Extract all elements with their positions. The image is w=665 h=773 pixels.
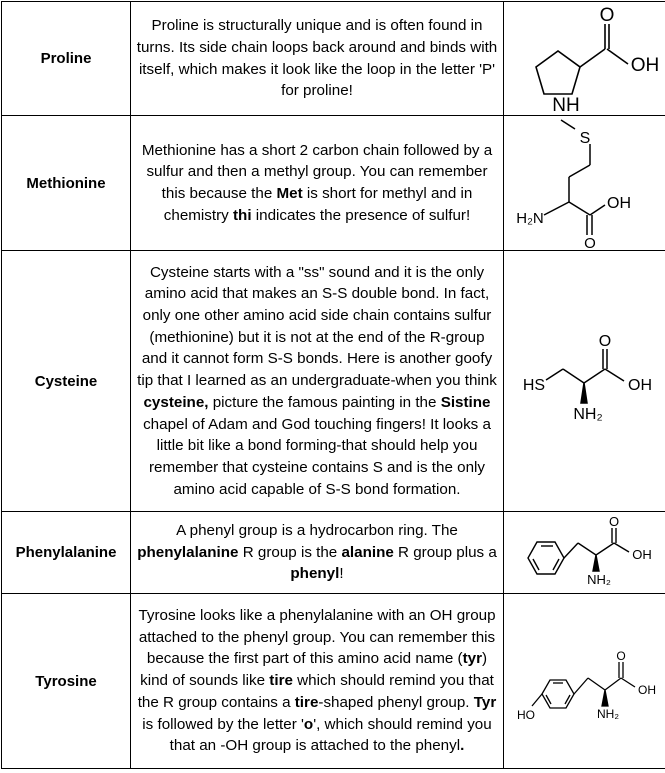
hydroxyl-label: OH: [638, 683, 656, 697]
amine-label: H₂N: [516, 210, 544, 227]
tyrosine-structure-icon: [504, 594, 665, 769]
amino-acid-name: Proline: [2, 2, 131, 116]
amino-acid-name: Methionine: [2, 116, 131, 251]
oxygen-label: O: [608, 513, 620, 529]
text-run: A phenyl group is a hydrocarbon ring. The: [176, 521, 458, 539]
text-run: Cysteine starts with a "ss" sound and it is the only amino acid that makes an S-S double bond. In fact, only one other amino acid side chain contains sulfur (methionine) but it is not at the end of the R-group and it cannot form S-S bonds. Here is another goofy tip that I learned as an undergraduate-when you think: [137, 263, 497, 390]
amino-acid-description: [131, 251, 504, 512]
oxygen-label: O: [584, 235, 596, 249]
amino-acid-description: [131, 594, 504, 769]
hydroxyl-label: OH: [607, 195, 631, 212]
bold-text: cysteine,: [143, 393, 209, 411]
text-run: is short for methyl and in chemistry: [163, 185, 473, 224]
proline-structure-icon: [504, 2, 665, 116]
hydroxyl-label: OH: [628, 377, 652, 394]
bold-text: .: [460, 737, 465, 755]
oxygen-label: O: [616, 649, 626, 663]
amine-label: NH₂: [597, 707, 619, 721]
oxygen-label: O: [599, 4, 615, 26]
amino-acid-description: [131, 116, 504, 251]
text-run: indicates the presence of sulfur!: [251, 206, 471, 224]
text-run: Proline is structurally unique and is often found in turns. Its side chain loops back around and binds with itself, which makes it look like the loop in the letter 'P' for proline!: [136, 17, 498, 100]
methionine-structure-icon: [504, 116, 665, 251]
amino-acid-description: [131, 2, 504, 116]
amino-acid-description: [131, 512, 504, 594]
text-run: picture the famous painting in the: [208, 393, 441, 411]
table-row: [2, 251, 665, 512]
text-run: is followed by the letter ': [142, 715, 304, 733]
text-run: R group plus a: [393, 543, 497, 561]
text-run: which should remind you that the R group contains a: [137, 672, 494, 711]
thiol-label: HS: [522, 377, 546, 394]
hydroxyl-label: HO: [517, 708, 535, 722]
bold-text: Tyr: [473, 693, 497, 711]
amine-label: NH₂: [587, 571, 611, 587]
amino-acid-name: Tyrosine: [2, 594, 131, 769]
text-run: ) kind of sounds like: [140, 650, 488, 690]
amine-label: NH: [552, 94, 580, 114]
text-run: R group is the: [238, 543, 342, 561]
text-run: -shaped phenyl group.: [318, 693, 474, 711]
text-run: Tyrosine looks like a phenylalanine with an OH group attached to the phenyl group. You can remember this because the first part of this amino acid name (: [138, 607, 496, 668]
bold-text: phenyl: [290, 565, 340, 583]
sulfur-label: S: [579, 130, 591, 147]
text-run: !: [339, 565, 344, 583]
table-row: [2, 2, 665, 116]
amino-acid-name: Phenylalanine: [2, 512, 131, 594]
table-row: [2, 594, 665, 769]
bold-text: tire: [294, 693, 319, 711]
oxygen-label: O: [598, 333, 612, 350]
amine-label: NH₂: [573, 406, 603, 423]
table-row: [2, 512, 665, 594]
text-run: chapel of Adam and God touching fingers! It looks a little bit like a bond forming-that should help you remember that cysteine contains S and is the only amino acid capable of S-S bond formation.: [143, 415, 491, 498]
bold-text: tire: [269, 672, 293, 690]
bold-text: alanine: [341, 543, 394, 561]
bold-text: phenylalanine: [137, 543, 239, 561]
amino-acid-table: [1, 1, 665, 769]
hydroxyl-label: OH: [632, 546, 652, 562]
amino-acid-name: Cysteine: [2, 251, 131, 512]
text-run: ', which should remind you that an -OH group is attached to the phenyl: [169, 715, 492, 755]
table-row: [2, 116, 665, 251]
hydroxyl-label: OH: [630, 54, 660, 76]
cysteine-structure-icon: [504, 251, 665, 512]
bold-text: Sistine: [440, 393, 491, 411]
text-run: Methionine has a short 2 carbon chain followed by a sulfur and then a methyl group. You can remember this because the: [141, 141, 493, 202]
bold-text: o: [303, 715, 314, 733]
bold-text: Met: [276, 185, 303, 202]
bold-text: thi: [232, 206, 252, 224]
bold-text: tyr: [462, 650, 483, 668]
phenylalanine-structure-icon: [504, 512, 665, 594]
